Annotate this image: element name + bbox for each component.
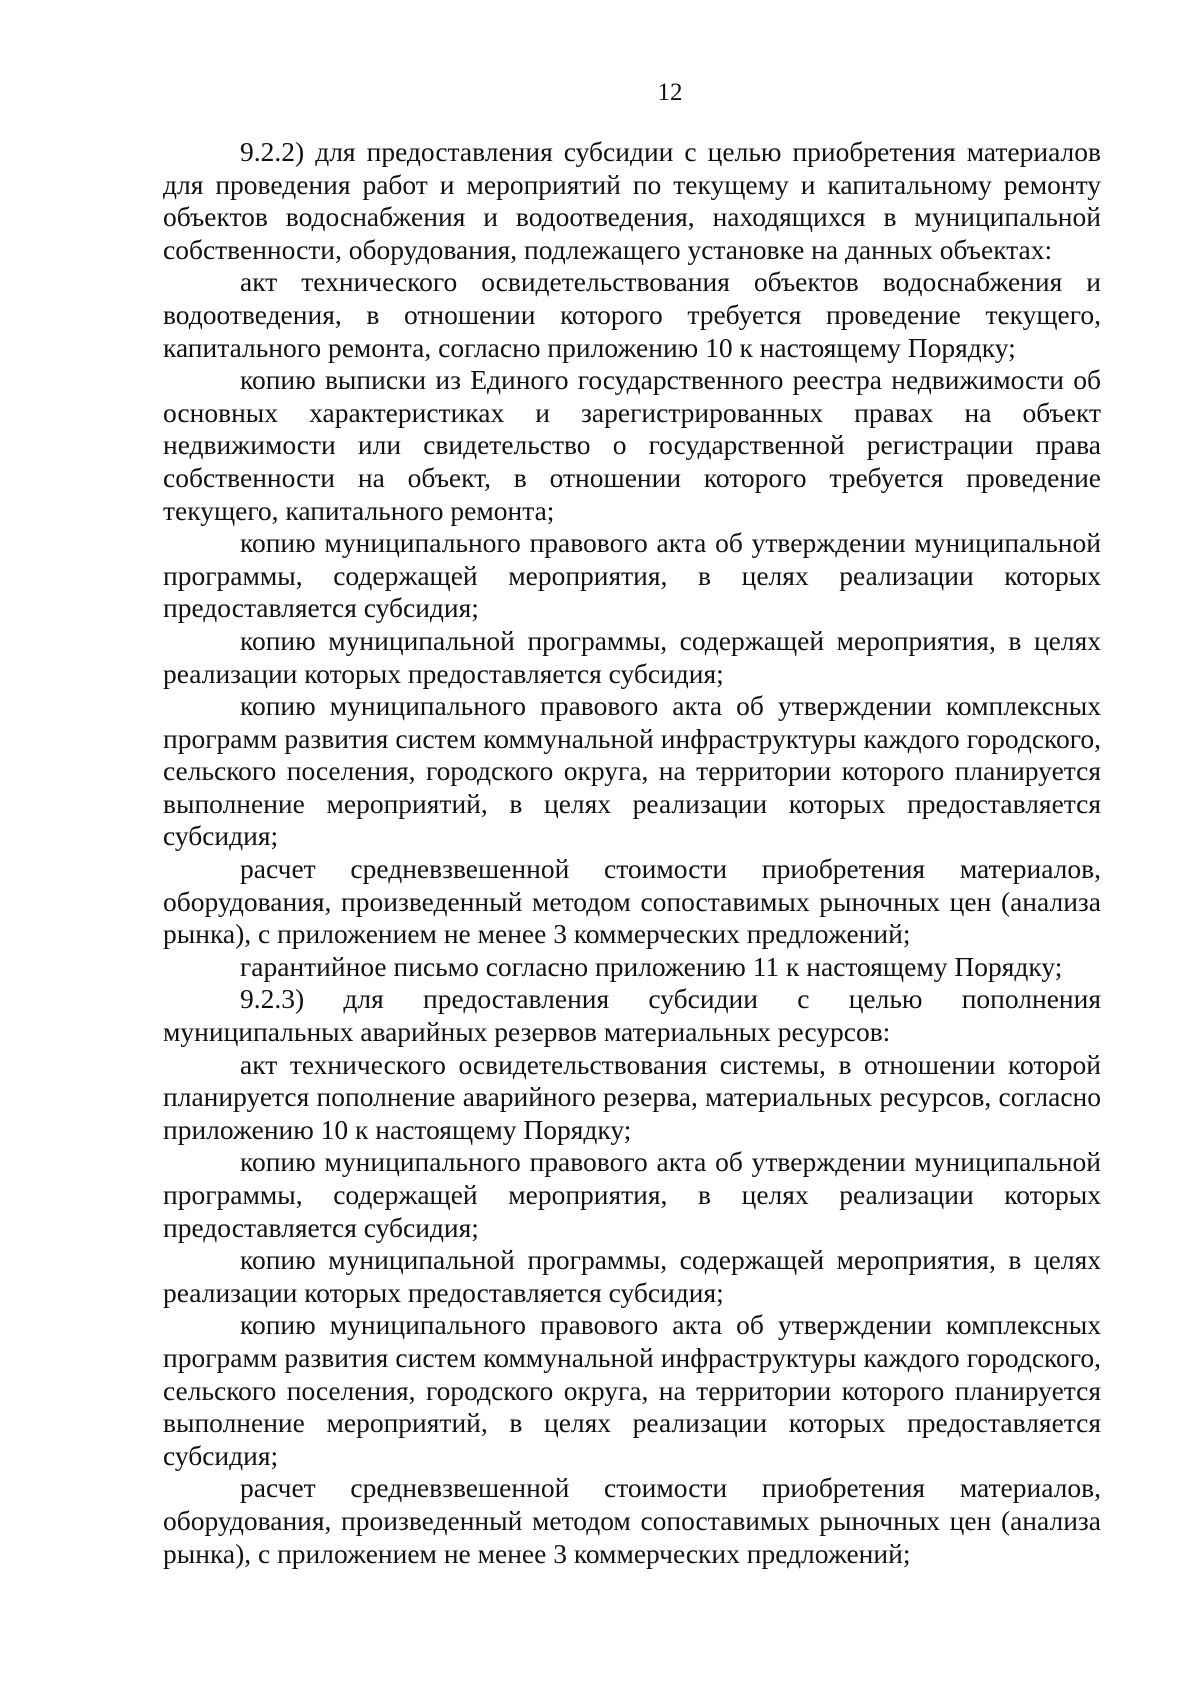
paragraph-guarantee-letter: гарантийное письмо согласно приложению 11 к настоящему Порядку; bbox=[240, 950, 1063, 982]
paragraph-municipal-act-program: копию муниципального правового акта об утверждении муниципальной программы, содержащей мероприятия, в целях реализации которых предоставляется субсидия; bbox=[163, 527, 1101, 624]
paragraph-cost-calculation-2: расчет средневзвешенной стоимости приобретения материалов, оборудования, произведенный методом сопоставимых рыночных цен (анализа рынка), с приложением не менее 3 коммерческих предложений; bbox=[163, 1472, 1101, 1569]
paragraph-9-2-2-heading: 9.2.2) для предоставления субсидии с целью приобретения материалов для проведения работ и мероприятий по текущему и капитальному ремонту объектов водоснабжения и водоотведения, находящихся в муниципальной собственности, оборудования, подлежащего установке на данных объектах: bbox=[163, 136, 1101, 265]
paragraph-cost-calculation: расчет средневзвешенной стоимости приобретения материалов, оборудования, произведенный методом сопоставимых рыночных цен (анализа рынка), с приложением не менее 3 коммерческих предложений; bbox=[163, 853, 1101, 950]
page-number: 12 bbox=[657, 79, 683, 106]
document-body bbox=[163, 136, 1101, 1570]
paragraph-technical-inspection-act: акт технического освидетельствования объектов водоснабжения и водоотведения, в отношении которого требуется проведение текущего, капитального ремонта, согласно приложению 10 к настоящему Порядку; bbox=[163, 266, 1101, 363]
paragraph-municipal-act-program-2: копию муниципального правового акта об утверждении муниципальной программы, содержащей мероприятия, в целях реализации которых предоставляется субсидия; bbox=[163, 1146, 1101, 1243]
paragraph-9-2-3-heading: 9.2.3) для предоставления субсидии с целью пополнения муниципальных аварийных резервов материальных ресурсов: bbox=[163, 983, 1101, 1048]
paragraph-municipal-program-copy: копию муниципальной программы, содержащей мероприятия, в целях реализации которых предоставляется субсидия; bbox=[163, 624, 1101, 689]
paragraph-complex-programs-act: копию муниципального правового акта об утверждении комплексных программ развития систем коммунальной инфраструктуры каждого городского, сельского поселения, городского округа, на территории которого планируется выполнение мероприятий, в целях реализации которых предоставляется субсидия; bbox=[163, 690, 1101, 852]
paragraph-municipal-program-copy-2: копию муниципальной программы, содержащей мероприятия, в целях реализации которых предоставляется субсидия; bbox=[163, 1244, 1101, 1308]
paragraph-registry-extract: копию выписки из Единого государственного реестра недвижимости об основных характеристиках и зарегистрированных правах на объект недвижимости или свидетельство о государственной регистрации права собственности на объект, в отношении которого требуется проведение текущего, капитального ремонта; bbox=[163, 364, 1101, 526]
paragraph-system-inspection-act: акт технического освидетельствования системы, в отношении которой планируется пополнение аварийного резерва, материальных ресурсов, согласно приложению 10 к настоящему Порядку; bbox=[163, 1048, 1101, 1145]
paragraph-complex-programs-act-2: копию муниципального правового акта об утверждении комплексных программ развития систем коммунальной инфраструктуры каждого городского, сельского поселения, городского округа, на территории которого планируется выполнение мероприятий, в целях реализации которых предоставляется субсидия; bbox=[163, 1309, 1101, 1471]
